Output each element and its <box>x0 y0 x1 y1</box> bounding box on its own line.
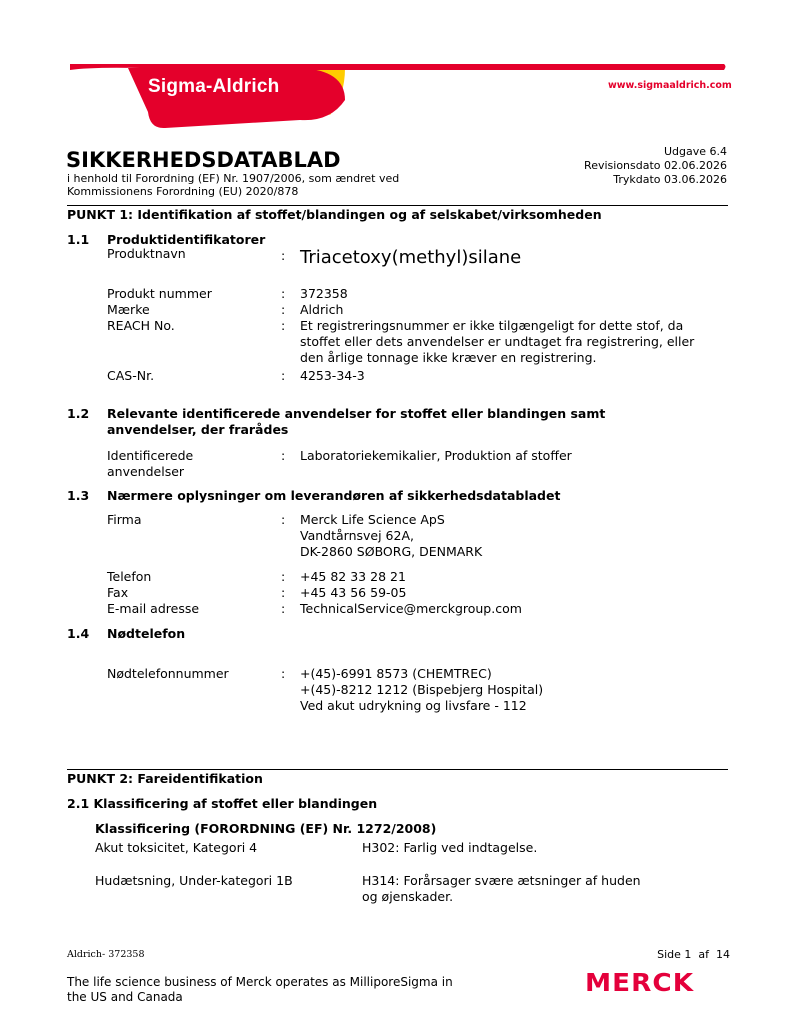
phone-label: Telefon <box>107 569 152 584</box>
email-label: E-mail adresse <box>107 601 200 616</box>
section-1-4-number: 1.4 <box>67 626 90 641</box>
section-1-2-number: 1.2 <box>67 406 90 421</box>
brand-logo-text: Sigma-Aldrich <box>148 76 280 97</box>
product-name: Triacetoxy(methyl)silane <box>300 247 522 268</box>
edition-info <box>584 145 727 187</box>
reach-line-3: den årlige tonnage ikke kræver en registrering. <box>300 350 597 365</box>
classification-title: Klassificering (FORORDNING (EF) Nr. 1272/2008) <box>95 821 437 836</box>
brand: Aldrich <box>300 302 344 317</box>
reach-label: REACH No. <box>107 318 175 333</box>
divider <box>67 205 728 206</box>
section-1-title: PUNKT 1: Identifikation af stoffet/blandingen og af selskabet/virksomheden <box>67 207 602 222</box>
section-2-title: PUNKT 2: Fareidentifikation <box>67 771 263 786</box>
colon: : <box>281 368 286 383</box>
section-1-3-title: Nærmere oplysninger om leverandøren af sikkerhedsdatabladet <box>107 488 561 503</box>
brand-banner <box>0 0 785 140</box>
uses-label-line-2: anvendelser <box>107 464 185 479</box>
hazard-statement-2-line-1: H314: Forårsager svære ætsninger af huden <box>362 873 641 888</box>
colon: : <box>281 585 286 600</box>
section-1-2-title-line-2: anvendelser, der frarådes <box>107 422 289 437</box>
cas-number: 4253-34-3 <box>300 368 365 383</box>
email-link[interactable]: TechnicalService@merckgroup.com <box>300 601 522 616</box>
hazard-statement-2-line-2: og øjenskader. <box>362 889 454 904</box>
merck-logo <box>585 970 731 996</box>
sigma-aldrich-logo-graphic <box>0 0 785 140</box>
fax: +45 43 56 59-05 <box>300 585 407 600</box>
revision-date: Revisionsdato 02.06.2026 <box>584 159 727 172</box>
hazard-statement-1: H302: Farlig ved indtagelse. <box>362 840 538 855</box>
cas-label: CAS-Nr. <box>107 368 155 383</box>
company-label: Firma <box>107 512 142 527</box>
section-1-1-title: Produktidentifikatorer <box>107 232 266 247</box>
hazard-class-1: Akut toksicitet, Kategori 4 <box>95 840 258 855</box>
brand-label: Mærke <box>107 302 150 317</box>
uses-label-line-1: Identificerede <box>107 448 194 463</box>
colon: : <box>281 318 286 333</box>
section-1-3-number: 1.3 <box>67 488 90 503</box>
regulation-line-2: Kommissionens Forordning (EU) 2020/878 <box>67 185 299 198</box>
website-link[interactable]: www.sigmaaldrich.com <box>608 80 732 91</box>
emergency-line-2: +(45)-8212 1212 (Bispebjerg Hospital) <box>300 682 544 697</box>
fax-label: Fax <box>107 585 129 600</box>
company-line-1: Merck Life Science ApS <box>300 512 445 527</box>
print-date: Trykdato 03.06.2026 <box>613 173 727 186</box>
divider <box>67 769 728 770</box>
phone: +45 82 33 28 21 <box>300 569 406 584</box>
colon: : <box>281 448 286 463</box>
colon: : <box>281 601 286 616</box>
footer-note-line-1: The life science business of Merck operates as MilliporeSigma in <box>67 975 453 989</box>
reach-line-2: stoffet eller dets anvendelser er undtaget fra registrering, eller <box>300 334 695 349</box>
footer-note-line-2: the US and Canada <box>67 990 183 1004</box>
regulation-line-1: i henhold til Forordning (EF) Nr. 1907/2006, som ændret ved <box>67 172 400 185</box>
colon: : <box>281 569 286 584</box>
colon: : <box>281 512 286 527</box>
section-1-4-title: Nødtelefon <box>107 626 186 641</box>
company-line-2: Vandtårnsvej 62A, <box>300 528 414 543</box>
emergency-line-1: +(45)-6991 8573 (CHEMTREC) <box>300 666 492 681</box>
colon: : <box>281 286 286 301</box>
product-number: 372358 <box>300 286 348 301</box>
emergency-label: Nødtelefonnummer <box>107 666 229 681</box>
reach-line-1: Et registreringsnummer er ikke tilgængeligt for dette stof, da <box>300 318 684 333</box>
page-number: Side 1 af 14 <box>657 948 730 961</box>
product-number-label: Produkt nummer <box>107 286 212 301</box>
colon: : <box>281 302 286 317</box>
merck-logo-text: MERCK <box>585 968 695 997</box>
document-reference: Aldrich- 372358 <box>67 949 145 960</box>
section-1-2-title-line-1: Relevante identificerede anvendelser for stoffet eller blandingen samt <box>107 406 606 421</box>
hazard-class-2: Hudætsning, Under-kategori 1B <box>95 873 293 888</box>
colon: : <box>281 248 286 263</box>
emergency-line-3: Ved akut udrykning og livsfare - 112 <box>300 698 527 713</box>
document-title: SIKKERHEDSDATABLAD <box>66 148 341 172</box>
colon: : <box>281 666 286 681</box>
product-name-label: Produktnavn <box>107 246 186 261</box>
section-1-1-number: 1.1 <box>67 232 90 247</box>
edition: Udgave 6.4 <box>663 145 727 158</box>
identified-uses: Laboratoriekemikalier, Produktion af stoffer <box>300 448 572 463</box>
section-2-1-title: 2.1 Klassificering af stoffet eller blandingen <box>67 796 378 811</box>
company-line-3: DK-2860 SØBORG, DENMARK <box>300 544 483 559</box>
